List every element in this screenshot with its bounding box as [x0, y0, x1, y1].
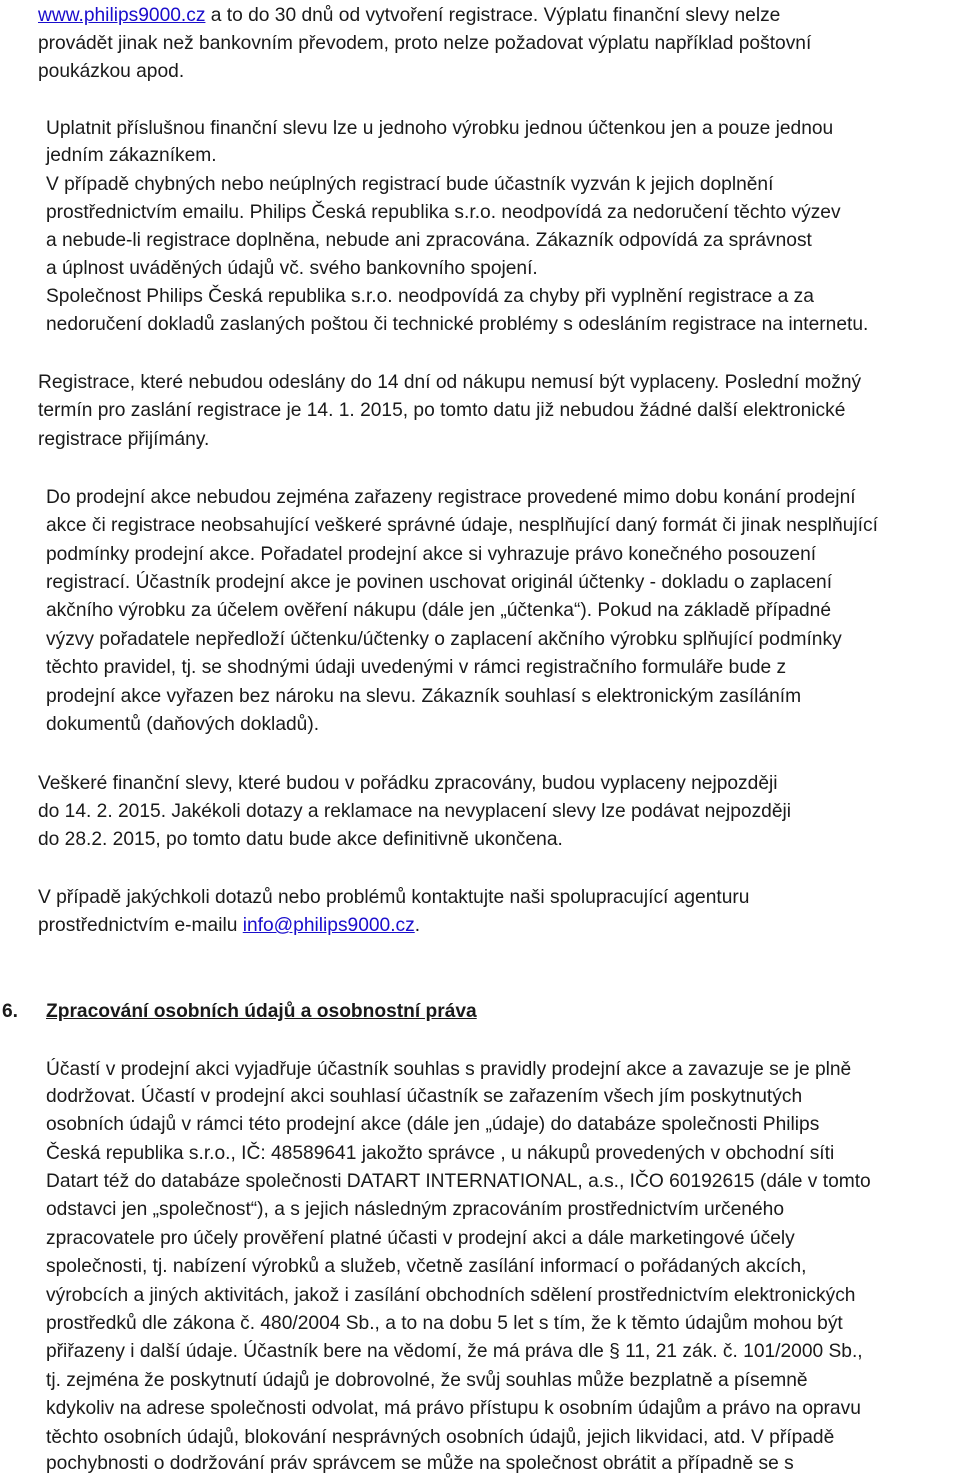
para1-line-2: provádět jinak než bankovním převodem, proto nelze požadovat výplatu například poštovní	[38, 33, 812, 54]
para2-line-8: nedoručení dokladů zaslaných poštou či technické problémy s odesláním registrace na internetu.	[46, 314, 869, 335]
para7-line-6: odstavci jen „společnost“), a s jejich následným zpracováním prostřednictvím určeného	[46, 1199, 784, 1220]
para7-line-12: tj. zejména že poskytnutí údajů je dobrovolné, že svůj souhlas může bezplatně a písemně	[46, 1370, 808, 1391]
para7-line-8: společnosti, tj. nabízení výrobků a služeb, včetně zasílání informací o pořádaných akcích,	[46, 1256, 807, 1277]
para1-line-3: poukázkou apod.	[38, 61, 185, 82]
para6-line-2-suffix: .	[414, 915, 421, 936]
para4-line-4: registrací. Účastník prodejní akce je povinen uschovat originál účtenky - dokladu o zaplacení	[46, 572, 833, 593]
para7-line-9: výrobcích a jiných aktivitách, jakož i zasílání obchodních sdělení prostřednictvím elektronických	[46, 1285, 856, 1306]
para4-line-6: výzvy pořadatele nepředloží účtenku/účtenky o zaplacení akčního výrobku splňující podmínky	[46, 629, 842, 650]
para2-line-7: Společnost Philips Česká republika s.r.o. neodpovídá za chyby při vyplnění registrace a za	[46, 286, 814, 307]
para6-line-2	[38, 912, 420, 940]
email-link[interactable]: info@philips9000.cz	[242, 915, 415, 936]
para3-line-2: termín pro zaslání registrace je 14. 1. 2015, po tomto datu již nebudou žádné další elektronické	[38, 400, 846, 421]
para6-line-2-prefix: prostřednictvím e-mailu	[38, 915, 243, 936]
para4-line-3: podmínky prodejní akce. Pořadatel prodejní akce si vyhrazuje právo konečného posouzení	[46, 544, 817, 565]
para2-line-1: Uplatnit příslušnou finanční slevu lze u jednoho výrobku jednou účtenkou jen a pouze jednou	[46, 118, 834, 139]
para7-line-15: pochybnosti o dodržování práv správcem se může na společnost obrátit a případně se s	[46, 1453, 794, 1474]
para2-line-5: a nebude-li registrace doplněna, nebude ani zpracována. Zákazník odpovídá za správnost	[46, 230, 812, 251]
para7-line-11: přiřazeny i další údaje. Účastník bere na vědomí, že má práva dle § 11, 21 zák. č. 101/2000 Sb.,	[46, 1341, 863, 1362]
para2-line-3: V případě chybných nebo neúplných registrací bude účastník vyzván k jejich doplnění	[46, 174, 774, 195]
para1-line-1-text: a to do 30 dnů od vytvoření registrace. Výplatu finanční slevy nelze	[205, 5, 781, 26]
para2-line-6: a úplnost uváděných údajů vč. svého bankovního spojení.	[46, 258, 538, 279]
para4-line-2: akce či registrace neobsahující veškeré správné údaje, nesplňující daný formát či jinak nesplňující	[46, 515, 878, 536]
para4-line-1: Do prodejní akce nebudou zejména zařazeny registrace provedené mimo dobu konání prodejní	[46, 487, 856, 508]
para2-line-4: prostřednictvím emailu. Philips Česká republika s.r.o. neodpovídá za nedoručení těchto výzev	[46, 202, 841, 223]
para5-line-3: do 28.2. 2015, po tomto datu bude akce definitivně ukončena.	[38, 829, 563, 850]
para2-line-2: jedním zákazníkem.	[46, 145, 217, 166]
para7-line-2: dodržovat. Účastí v prodejní akci souhlasí účastník se zařazením všech jím poskytnutých	[46, 1086, 803, 1107]
para7-line-13: kdykoliv na adrese společnosti odvolat, má právo přístupu k osobním údajům a právo na opravu	[46, 1398, 861, 1419]
para5-line-1: Veškeré finanční slevy, které budou v pořádku zpracovány, budou vyplaceny nejpozději	[38, 773, 778, 794]
para7-line-1: Účastí v prodejní akci vyjadřuje účastník souhlas s pravidly prodejní akce a zavazuje se je plně	[46, 1059, 852, 1080]
website-link[interactable]: www.philips9000.cz	[38, 5, 206, 26]
para1-line-1	[38, 2, 780, 30]
para4-line-5: akčního výrobku za účelem ověření nákupu (dále jen „účtenka“). Pokud na základě případné	[46, 600, 832, 621]
para4-line-8: prodejní akce vyřazen bez nároku na slevu. Zákazník souhlasí s elektronickým zasíláním	[46, 686, 802, 707]
para4-line-7: těchto pravidel, tj. se shodnými údaji uvedenými v rámci registračního formuláře bude z	[46, 657, 787, 678]
section-title: Zpracování osobních údajů a osobnostní práva	[46, 1001, 477, 1022]
para4-line-9: dokumentů (daňových dokladů).	[46, 714, 320, 735]
para7-line-5: Datart též do databáze společnosti DATART INTERNATIONAL, a.s., IČO 60192615 (dále v tomto	[46, 1171, 871, 1192]
para7-line-10: prostředků dle zákona č. 480/2004 Sb., a to na dobu 5 let s tím, že k těmto údajům mohou být	[46, 1313, 843, 1334]
para7-line-14: těchto osobních údajů, blokování nesprávných osobních údajů, jejich likvidaci, atd. V případě	[46, 1427, 835, 1448]
para7-line-4: Česká republika s.r.o., IČ: 48589641 jakožto správce , u nákupů provedených v obchodní síti	[46, 1143, 835, 1164]
para5-line-2: do 14. 2. 2015. Jakékoli dotazy a reklamace na nevyplacení slevy lze podávat nejpozději	[38, 801, 792, 822]
para6-line-1: V případě jakýchkoli dotazů nebo problémů kontaktujte naši spolupracující agenturu	[38, 887, 750, 908]
para3-line-3: registrace přijímány.	[38, 429, 210, 450]
para7-line-3: osobních údajů v rámci této prodejní akce (dále jen „údaje) do databáze společnosti Philips	[46, 1114, 820, 1135]
section-number: 6.	[2, 1001, 19, 1022]
para7-line-7: zpracovatele pro účely prověření platné účasti v prodejní akci a dále marketingové účely	[46, 1228, 795, 1249]
para3-line-1: Registrace, které nebudou odeslány do 14 dní od nákupu nemusí být vyplaceny. Poslední možný	[38, 372, 862, 393]
